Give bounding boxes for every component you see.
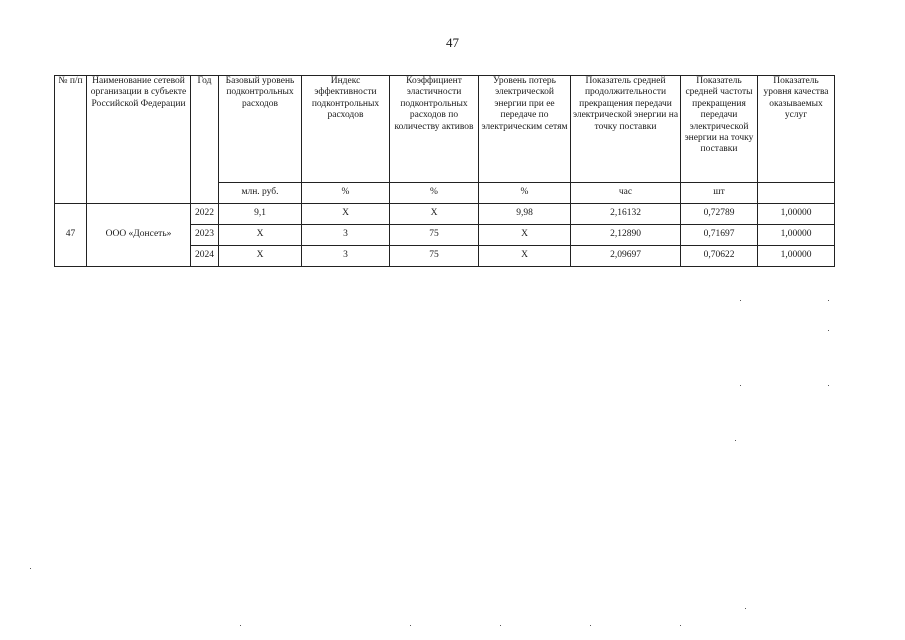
page-number: 47: [446, 35, 459, 50]
row-year: 2024: [191, 246, 219, 267]
table-cell: X: [479, 225, 571, 246]
table-cell: 1,00000: [758, 246, 835, 267]
scan-speck: [828, 300, 829, 301]
row-year: 2023: [191, 225, 219, 246]
table-cell: 3: [302, 225, 390, 246]
scan-speck: [828, 330, 829, 331]
header-year: Год: [191, 76, 219, 204]
row-year: 2022: [191, 204, 219, 225]
header-efficiency-index: Индекс эффективности подконтрольных расходов: [302, 76, 390, 183]
scan-speck: [740, 385, 741, 386]
table-cell: X: [479, 246, 571, 267]
data-table: [54, 75, 835, 267]
table-cell: X: [390, 204, 479, 225]
table-cell: 75: [390, 225, 479, 246]
table-cell: 9,1: [219, 204, 302, 225]
table-cell: X: [302, 204, 390, 225]
unit-cell: [758, 183, 835, 204]
unit-cell: шт: [681, 183, 758, 204]
scan-speck: [828, 385, 829, 386]
scan-speck: [500, 625, 501, 626]
header-number: № п/п: [55, 76, 87, 204]
unit-cell: %: [302, 183, 390, 204]
scan-speck: [680, 625, 681, 626]
table-cell: 2,12890: [571, 225, 681, 246]
table-cell: 0,70622: [681, 246, 758, 267]
scan-speck: [745, 608, 746, 609]
table-cell: 0,71697: [681, 225, 758, 246]
table-cell: X: [219, 225, 302, 246]
header-elasticity-coefficient: Коэффициент эластичности подконтрольных расходов по количеству активов: [390, 76, 479, 183]
header-avg-frequency: Показатель средней частоты прекращения передачи электрической энергии на точку поставки: [681, 76, 758, 183]
table-cell: X: [219, 246, 302, 267]
table-cell: 2,16132: [571, 204, 681, 225]
header-avg-duration: Показатель средней продолжительности прекращения передачи электрической энергии на точку поставки: [571, 76, 681, 183]
header-base-level: Базовый уровень подконтрольных расходов: [219, 76, 302, 183]
header-organization: Наименование сетевой организации в субъекте Российской Федерации: [87, 76, 191, 204]
header-losses-level: Уровень потерь электрической энергии при ее передаче по электрическим сетям: [479, 76, 571, 183]
unit-cell: %: [479, 183, 571, 204]
table-cell: 75: [390, 246, 479, 267]
scan-speck: [240, 625, 241, 626]
scan-speck: [740, 300, 741, 301]
header-service-quality: Показатель уровня качества оказываемых услуг: [758, 76, 835, 183]
org-number: 47: [55, 204, 87, 267]
scan-speck: [30, 568, 31, 569]
unit-cell: %: [390, 183, 479, 204]
table-row: [55, 204, 835, 225]
table-cell: 2,09697: [571, 246, 681, 267]
table-cell: 0,72789: [681, 204, 758, 225]
header-row: [55, 76, 835, 183]
unit-cell: млн. руб.: [219, 183, 302, 204]
org-name: ООО «Донсеть»: [87, 204, 191, 267]
scan-speck: [735, 440, 736, 441]
scan-speck: [590, 625, 591, 626]
table-cell: 1,00000: [758, 225, 835, 246]
table-cell: 3: [302, 246, 390, 267]
unit-cell: час: [571, 183, 681, 204]
scan-speck: [410, 625, 411, 626]
table-cell: 9,98: [479, 204, 571, 225]
table-cell: 1,00000: [758, 204, 835, 225]
